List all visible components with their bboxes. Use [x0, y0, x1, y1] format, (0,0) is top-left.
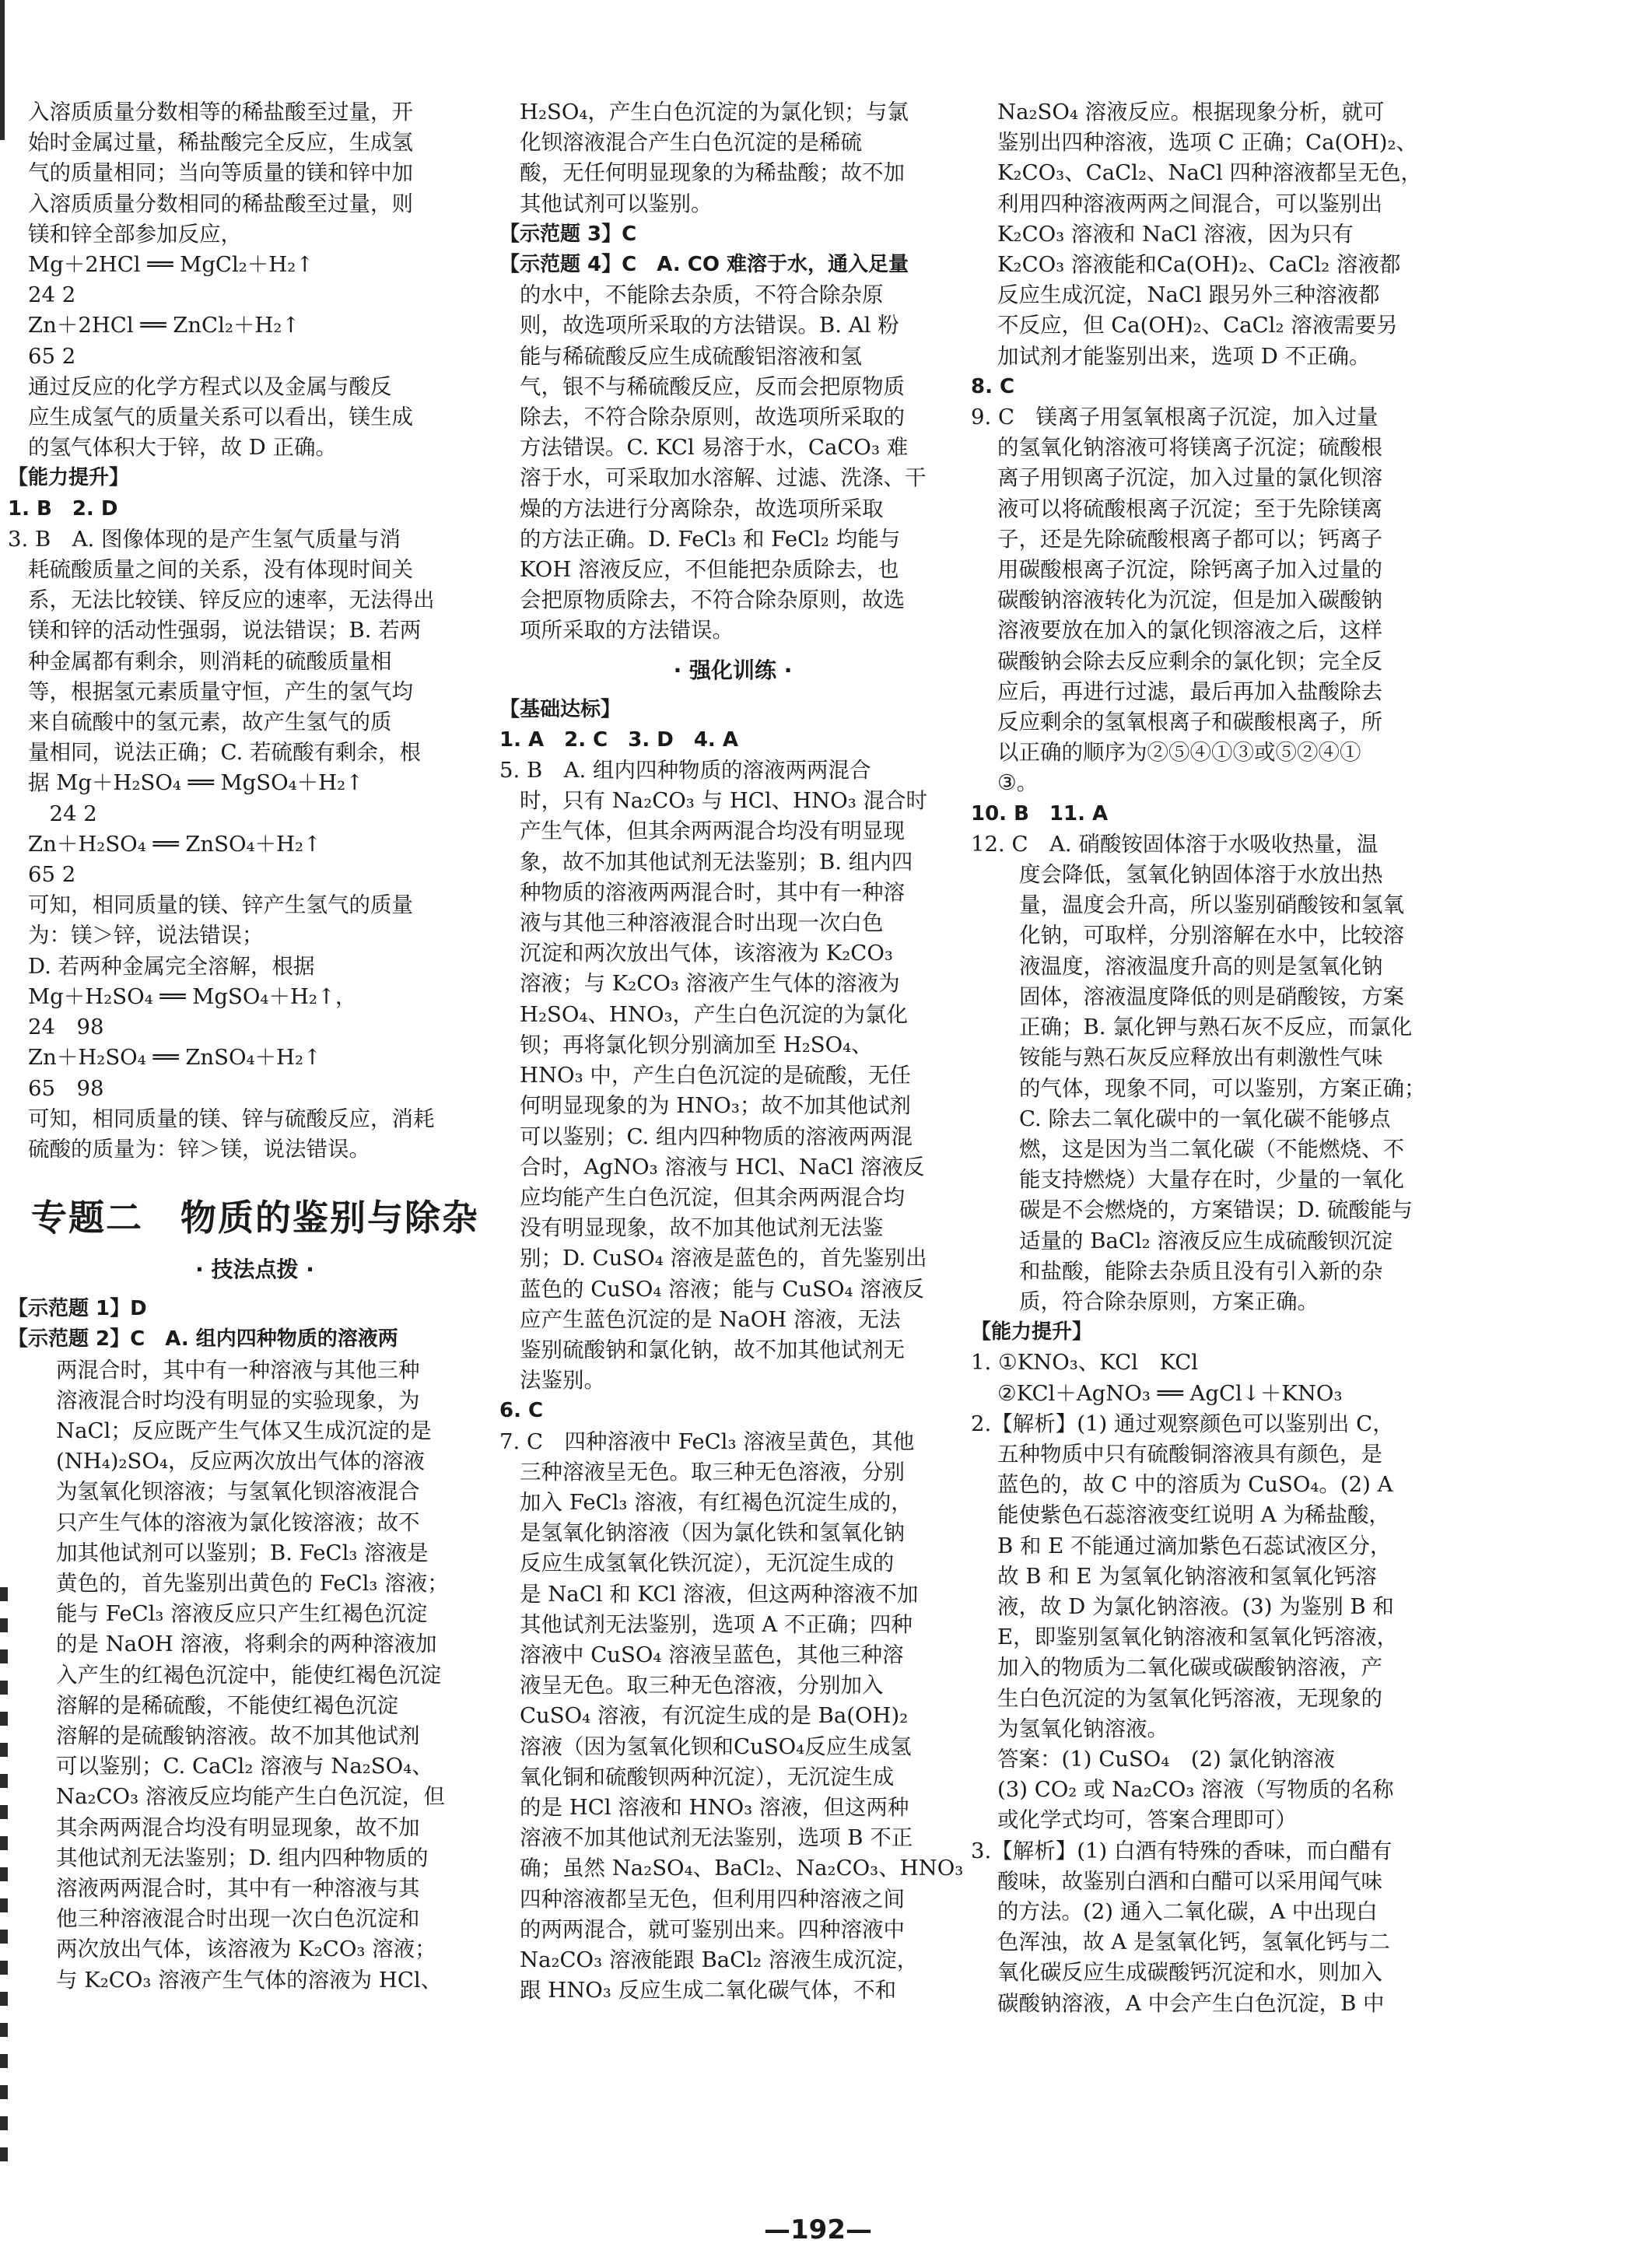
text-line: 化钡溶液混合产生白色沉淀的是稀硫 [520, 130, 862, 156]
topic-title: 专题二 物质的鉴别与除杂 [31, 1197, 479, 1239]
text-line: 适量的 BaCl₂ 溶液反应生成硫酸钡沉淀 [1019, 1228, 1393, 1253]
text-line: 气的质量相同；当向等质量的镁和锌中加 [28, 160, 413, 186]
text-line: 的是 NaOH 溶液，将剩余的两种溶液加 [56, 1632, 437, 1657]
text-line: 溶解的是稀硫酸，不能使红褐色沉淀 [56, 1692, 398, 1718]
text-line: 为：镁＞锌，说法错误； [28, 923, 264, 948]
text-line: ②KCl＋AgNO₃ ══ AgCl↓＋KNO₃ [997, 1380, 1343, 1406]
text-line: 来自硫酸中的氢元素，故产生氢气的质 [28, 710, 392, 735]
text-line: 的水中，不能除去杂质，不符合除杂原 [520, 282, 884, 308]
text-line: (NH₄)₂SO₄，反应两次放出气体的溶液 [56, 1449, 425, 1474]
text-line: 产生气体，但其余两两混合均没有明显现 [520, 819, 905, 844]
text-line: 65 2 [28, 862, 76, 888]
answer-heading-line: 【示范题 1】D [8, 1297, 147, 1321]
text-line: 65 2 [28, 343, 76, 369]
text-line: 溶液；与 K₂CO₃ 溶液产生气体的溶液为 [520, 971, 900, 997]
text-line: 溶液要放在加入的氯化钡溶液之后，这样 [997, 618, 1382, 643]
text-line: 答案：(1) CuSO₄ (2) 氯化钠溶液 [997, 1746, 1336, 1772]
answer-heading-line: 【示范题 2】C A. 组内四种物质的溶液两 [8, 1327, 398, 1351]
text-line: 能支持燃烧）大量存在时，少量的一氧化 [1019, 1167, 1404, 1193]
text-line: 加其他试剂可以鉴别；B. FeCl₃ 溶液是 [56, 1540, 429, 1565]
text-line: 可知，相同质量的镁、锌与硫酸反应，消耗 [28, 1106, 435, 1131]
text-line: 离子用钡离子沉淀，加入过量的氯化钡溶 [997, 465, 1382, 491]
text-line: 他三种溶液混合时出现一次白色沉淀和 [56, 1906, 420, 1932]
column-left [8, 97, 502, 1996]
text-line: 等，根据氢元素质量守恒，产生的氢气均 [28, 678, 413, 704]
text-line: 能使紫色石蕊溶液变红说明 A 为稀盐酸， [997, 1502, 1390, 1528]
text-line: 入溶质质量分数相等的稀盐酸至过量，开 [28, 100, 413, 124]
text-line: 溶液两两混合时，其中有一种溶液与其 [56, 1875, 420, 1901]
text-line: Zn＋H₂SO₄ ══ ZnSO₄＋H₂↑ [28, 831, 322, 857]
text-line: Mg＋2HCl ══ MgCl₂＋H₂↑ [28, 252, 314, 278]
text-line: 系，无法比较镁、锌反应的速率，无法得出 [28, 587, 435, 613]
section-heading-training: · 强化训练 · [673, 657, 793, 683]
text-line: 只产生气体的溶液为氯化铵溶液；故不 [56, 1509, 420, 1535]
text-line: 1. ①KNO₃、KCl KCl [971, 1350, 1199, 1376]
text-line: 其他试剂可以鉴别。 [520, 191, 713, 216]
text-line: 蓝色的 CuSO₄ 溶液；能与 CuSO₄ 溶液反 [520, 1276, 924, 1302]
text-line: 钡；再将氯化钡分别滴加至 H₂SO₄、 [520, 1032, 873, 1057]
answer-heading-line: 【基础达标】 [499, 697, 622, 721]
text-line: 液温度，溶液温度升高的则是氢氧化钠 [1019, 953, 1383, 979]
text-line: 可以鉴别；C. CaCl₂ 溶液与 Na₂SO₄、 [56, 1754, 433, 1779]
page-edge-marks [0, 1587, 8, 2179]
text-line: 时，只有 Na₂CO₃ 与 HCl、HNO₃ 混合时 [520, 788, 927, 814]
text-line: 用碳酸根离子沉淀，除钙离子加入过量的 [997, 557, 1382, 583]
answer-heading-line: 【能力提升】 [971, 1320, 1093, 1344]
text-line: 加入的物质为二氧化碳或碳酸钠溶液，产 [997, 1655, 1382, 1681]
text-line: 应后，再进行过滤，最后再加入盐酸除去 [997, 678, 1382, 704]
text-line: 化钠，可取样，分别溶解在水中，比较溶 [1019, 923, 1404, 948]
text-line: H₂SO₄，产生白色沉淀的为氯化钡；与氯 [520, 100, 909, 124]
text-line: CuSO₄ 溶液，有沉淀生成的是 Ba(OH)₂ [520, 1703, 909, 1729]
text-line: 加试剂才能鉴别出来，选项 D 不正确。 [997, 343, 1371, 369]
text-line: K₂CO₃、CaCl₂、NaCl 四种溶液都呈无色， [997, 160, 1423, 186]
text-line: 碳酸钠溶液转化为沉淀，但是加入碳酸钠 [997, 587, 1382, 613]
text-line: 可以鉴别；C. 组内四种物质的溶液两两混 [520, 1123, 913, 1149]
text-line: 故 B 和 E 为氢氧化钠溶液和氢氧化钙溶 [997, 1563, 1377, 1589]
text-line: KOH 溶液反应，不但能把杂质除去，也 [520, 557, 899, 583]
answer-heading-line: 【能力提升】 [8, 466, 130, 490]
text-line: 别；D. CuSO₄ 溶液是蓝色的，首先鉴别出 [520, 1246, 927, 1271]
text-line: 24 2 [28, 282, 76, 308]
text-line: 和盐酸，能除去杂质且没有引入新的杂 [1019, 1258, 1383, 1284]
text-line: 或化学式均可，答案合理即可） [997, 1807, 1297, 1833]
text-line: 度会降低，氢氧化钠固体溶于水放出热 [1019, 862, 1383, 888]
text-line: 溶于水，可采取加水溶解、过滤、洗涤、干 [520, 465, 927, 491]
text-line: 量相同，说法正确；C. 若硫酸有剩余，根 [28, 740, 422, 766]
text-line: 能与稀硫酸反应生成硫酸铝溶液和氢 [520, 343, 862, 369]
text-line: 与 K₂CO₃ 溶液产生气体的溶液为 HCl、 [56, 1967, 443, 1993]
text-line: 碳酸钠溶液，A 中会产生白色沉淀，B 中 [997, 1990, 1385, 2016]
text-line: 入溶质质量分数相同的稀盐酸至过量，则 [28, 191, 413, 216]
text-line: 为氢氧化钠溶液。 [997, 1716, 1168, 1741]
text-line: 应均能产生白色沉淀，但其余两两混合均 [520, 1184, 905, 1210]
text-line: 应产生蓝色沉淀的是 NaOH 溶液，无法 [520, 1306, 901, 1332]
text-line: 则，故选项所采取的方法错误。B. Al 粉 [520, 313, 899, 338]
text-line: 量，温度会升高，所以鉴别硝酸铵和氢氧 [1019, 892, 1404, 918]
text-line: 24 2 [28, 801, 97, 826]
text-line: 何明显现象的为 HNO₃；故不加其他试剂 [520, 1093, 911, 1119]
text-line: E，即鉴别氢氧化钠溶液和氢氧化钙溶液， [997, 1625, 1399, 1650]
column-right [971, 97, 1628, 2019]
text-line: 质，符合除杂原则，方案正确。 [1019, 1288, 1319, 1314]
text-line: ③。 [997, 770, 1039, 796]
text-line: B 和 E 不能通过滴加紫色石蕊试液区分， [997, 1533, 1392, 1558]
page-number: —192— [764, 2214, 872, 2245]
text-line: 硫酸的质量为：锌＞镁，说法错误。 [28, 1136, 370, 1162]
text-line: Na₂CO₃ 溶液反应均能产生白色沉淀，但 [56, 1784, 445, 1810]
text-line: 生白色沉淀的为氢氧化钙溶液，无现象的 [997, 1685, 1382, 1711]
text-line: 固体，溶液温度降低的则是硝酸铵，方案 [1019, 983, 1404, 1009]
text-line: 5. B A. 组内四种物质的溶液两两混合 [499, 758, 871, 783]
text-line: 12. C A. 硝酸铵固体溶于水吸收热量，温 [971, 831, 1379, 857]
text-line: 四种溶液都呈无色，但利用四种溶液之间 [520, 1886, 905, 1912]
text-line: 7. C 四种溶液中 FeCl₃ 溶液呈黄色，其他 [499, 1428, 915, 1454]
text-line: HNO₃ 中，产生白色沉淀的是硫酸，无任 [520, 1063, 911, 1088]
section-heading-skills: · 技法点拨 · [195, 1257, 314, 1283]
text-line: D. 若两种金属完全溶解，根据 [28, 953, 315, 979]
text-line: 项所采取的方法错误。 [520, 618, 734, 643]
text-line: 镁和锌的活动性强弱，说法错误；B. 若两 [28, 618, 422, 643]
text-line: 种物质的溶液两两混合时，其中有一种溶 [520, 879, 905, 905]
text-line: 鉴别硫酸钠和氯化钠，故不加其他试剂无 [520, 1337, 905, 1362]
text-line: 象，故不加其他试剂无法鉴别；B. 组内四 [520, 849, 913, 875]
text-line: 溶解的是硫酸钠溶液。故不加其他试剂 [56, 1723, 420, 1748]
text-line: 会把原物质除去，不符合除杂原则，故选 [520, 587, 905, 613]
text-line: 氧化铜和硫酸钡两种沉淀），无沉淀生成 [520, 1764, 895, 1790]
text-line: 始时金属过量，稀盐酸完全反应，生成氢 [28, 130, 413, 156]
text-line: 的氢氧化钠溶液可将镁离子沉淀；硫酸根 [997, 435, 1382, 461]
text-line: 法鉴别。 [520, 1368, 605, 1393]
answer-block [499, 695, 966, 2007]
text-line: 能与 FeCl₃ 溶液反应只产生红褐色沉淀 [56, 1601, 428, 1627]
answer-heading-line: 【示范题 3】C [499, 222, 637, 246]
text-line: Zn＋H₂SO₄ ══ ZnSO₄＋H₂↑ [28, 1045, 322, 1071]
answer-heading-line: 1. B 2. D [8, 496, 118, 521]
text-line: 燃，这是因为当二氧化碳（不能燃烧、不 [1019, 1136, 1404, 1162]
text-line: 三种溶液呈无色。取三种无色溶液，分别 [520, 1459, 905, 1485]
text-line: 耗硫酸质量之间的关系，没有体现时间关 [28, 557, 413, 583]
text-line: 溶液混合时均没有明显的实验现象，为 [56, 1387, 420, 1413]
text-line: 反应生成氢氧化铁沉淀），无沉淀生成的 [520, 1551, 895, 1576]
text-line: 入产生的红褐色沉淀中，能使红褐色沉淀 [56, 1662, 441, 1688]
text-line: 镁和锌全部参加反应， [28, 221, 242, 247]
text-line: 五种物质中只有硫酸铜溶液具有颜色，是 [997, 1441, 1382, 1467]
text-line: 碳酸钠会除去反应剩余的氯化钡；完全反 [997, 648, 1382, 674]
text-line: 碳是不会燃烧的，方案错误；D. 硫酸能与 [1019, 1197, 1414, 1223]
text-line: K₂CO₃ 溶液能和Ca(OH)₂、CaCl₂ 溶液都 [997, 252, 1401, 278]
text-line: Mg＋H₂SO₄ ══ MgSO₄＋H₂↑， [28, 983, 357, 1009]
answer-heading-line: 1. A 2. C 3. D 4. A [499, 727, 738, 752]
text-line: 其余两两混合均没有明显现象，故不加 [56, 1814, 420, 1840]
text-line: 铵能与熟石灰反应释放出有刺激性气味 [1019, 1045, 1383, 1071]
text-line: 的方法正确。D. FeCl₃ 和 FeCl₂ 均能与 [520, 526, 901, 552]
text-line: 其他试剂无法鉴别，选项 A 不正确；四种 [520, 1611, 913, 1637]
text-line: 酸，无任何明显现象的为稀盐酸；故不加 [520, 160, 905, 186]
text-line: 通过反应的化学方程式以及金属与酸反 [28, 373, 392, 399]
answer-block [8, 97, 502, 1165]
answer-heading-line: 6. C [499, 1399, 544, 1423]
text-line: 方法错误。C. KCl 易溶于水，CaCO₃ 难 [520, 435, 909, 461]
text-line: 鉴别出四种溶液，选项 C 正确；Ca(OH)₂、 [997, 130, 1417, 156]
text-line: 加入 FeCl₃ 溶液，有红褐色沉淀生成的， [520, 1489, 913, 1515]
text-line: 2.【解析】(1) 通过观察颜色可以鉴别出 C， [971, 1411, 1394, 1436]
text-line: Zn＋2HCl ══ ZnCl₂＋H₂↑ [28, 313, 300, 338]
text-line: 蓝色的，故 C 中的溶质为 CuSO₄。(2) A [997, 1472, 1393, 1498]
text-line: K₂CO₃ 溶液和 NaCl 溶液，因为只有 [997, 221, 1354, 247]
text-line: 9. C 镁离子用氢氧根离子沉淀，加入过量 [971, 405, 1379, 430]
text-line: C. 除去二氧化碳中的一氧化碳不能够点 [1019, 1106, 1391, 1131]
text-line: 3. B A. 图像体现的是产生氢气质量与消 [8, 526, 401, 552]
text-line: 燥的方法进行分离除杂，故选项所采取 [520, 496, 884, 521]
answer-heading-line: 10. B 11. A [971, 801, 1109, 826]
text-line: 确；虽然 Na₂SO₄、BaCl₂、Na₂CO₃、HNO₃ [520, 1856, 964, 1881]
text-line: 以正确的顺序为②⑤④①③或⑤②④① [997, 740, 1361, 766]
text-line: 两次放出气体，该溶液为 K₂CO₃ 溶液； [56, 1937, 436, 1962]
text-line: 的两两混合，就可鉴别出来。四种溶液中 [520, 1916, 905, 1942]
text-line: Na₂CO₃ 溶液能跟 BaCl₂ 溶液生成沉淀， [520, 1947, 919, 1972]
answer-block [971, 97, 1628, 2019]
text-line: 溶液中 CuSO₄ 溶液呈蓝色，其他三种溶 [520, 1642, 904, 1667]
text-line: 除去，不符合除杂原则，故选项所采取的 [520, 405, 905, 430]
text-line: Na₂SO₄ 溶液反应。根据现象分析，就可 [997, 100, 1385, 124]
text-line: 反应生成沉淀，NaCl 跟另外三种溶液都 [997, 282, 1380, 308]
text-line: 为氢氧化钡溶液；与氢氧化钡溶液混合 [56, 1479, 420, 1505]
text-line: 的是 HCl 溶液和 HNO₃ 溶液，但这两种 [520, 1794, 909, 1820]
crop-mark [0, 0, 5, 140]
text-line: 种金属都有剩余，则消耗的硫酸质量相 [28, 648, 392, 674]
text-line: 不反应，但 Ca(OH)₂、CaCl₂ 溶液需要另 [997, 313, 1398, 338]
text-line: 液，故 D 为氯化钠溶液。(3) 为鉴别 B 和 [997, 1593, 1394, 1619]
text-line: 没有明显现象，故不加其他试剂无法鉴 [520, 1215, 884, 1241]
text-line: 24 98 [28, 1015, 104, 1040]
text-line: 合时，AgNO₃ 溶液与 HCl、NaCl 溶液反 [520, 1154, 925, 1180]
text-line: 液呈无色。取三种无色溶液，分别加入 [520, 1673, 884, 1698]
text-line: 气，银不与稀硫酸反应，反而会把原物质 [520, 373, 905, 399]
text-line: 的氢气体积大于锌，故 D 正确。 [28, 435, 338, 461]
text-line: NaCl；反应既产生气体又生成沉淀的是 [56, 1418, 432, 1443]
answer-block [8, 1294, 502, 1996]
text-line: H₂SO₄、HNO₃，产生白色沉淀的为氯化 [520, 1001, 909, 1027]
text-line: 反应剩余的氢氧根离子和碳酸根离子，所 [997, 710, 1382, 735]
text-line: 的方法。(2) 通入二氧化碳，A 中出现白 [997, 1898, 1378, 1924]
answer-heading-line: 【示范题 4】C A. CO 难溶于水，通入足量 [499, 253, 909, 277]
text-line: 3.【解析】(1) 白酒有特殊的香味，而白醋有 [971, 1838, 1393, 1863]
answer-heading-line: 8. C [971, 374, 1015, 398]
text-line: 其他试剂无法鉴别；D. 组内四种物质的 [56, 1845, 429, 1870]
text-line: 利用四种溶液两两之间混合，可以鉴别出 [997, 191, 1382, 216]
text-line: 液可以将硫酸根离子沉淀；至于先除镁离 [997, 496, 1382, 521]
text-line: 黄色的，首先鉴别出黄色的 FeCl₃ 溶液； [56, 1570, 449, 1596]
text-line: 是氢氧化钠溶液（因为氯化铁和氢氧化钠 [520, 1520, 905, 1546]
text-line: 正确；B. 氯化钾与熟石灰不反应，而氯化 [1019, 1015, 1413, 1040]
text-line: 氧化碳反应生成碳酸钙沉淀和水，则加入 [997, 1960, 1382, 1986]
text-line: 65 98 [28, 1075, 104, 1101]
text-line: 两混合时，其中有一种溶液与其他三种 [56, 1357, 420, 1383]
text-line: 色浑浊，故 A 是氢氧化钙，氢氧化钙与二 [997, 1930, 1390, 1955]
text-line: 沉淀和两次放出气体，该溶液为 K₂CO₃ [520, 941, 893, 966]
text-line: 可知，相同质量的镁、锌产生氢气的质量 [28, 892, 413, 918]
column-middle [499, 97, 966, 2006]
text-line: 是 NaCl 和 KCl 溶液，但这两种溶液不加 [520, 1581, 919, 1607]
text-line: 跟 HNO₃ 反应生成二氧化碳气体，不和 [520, 1978, 897, 2003]
text-line: 据 Mg＋H₂SO₄ ══ MgSO₄＋H₂↑ [28, 770, 364, 796]
text-line: 的气体，现象不同，可以鉴别，方案正确； [1019, 1075, 1426, 1101]
text-line: (3) CO₂ 或 Na₂CO₃ 溶液（写物质的名称 [997, 1777, 1394, 1803]
answer-block [499, 97, 966, 647]
text-line: 子，还是先除硫酸根离子都可以；钙离子 [997, 526, 1382, 552]
text-line: 溶液不加其他试剂无法鉴别，选项 B 不正 [520, 1825, 913, 1851]
text-line: 应生成氢气的质量关系可以看出，镁生成 [28, 405, 413, 430]
text-line: 溶液（因为氢氧化钡和CuSO₄反应生成氢 [520, 1733, 912, 1759]
text-line: 酸味，故鉴别白酒和白醋可以采用闻气味 [997, 1868, 1382, 1894]
text-line: 液与其他三种溶液混合时出现一次白色 [520, 910, 884, 936]
